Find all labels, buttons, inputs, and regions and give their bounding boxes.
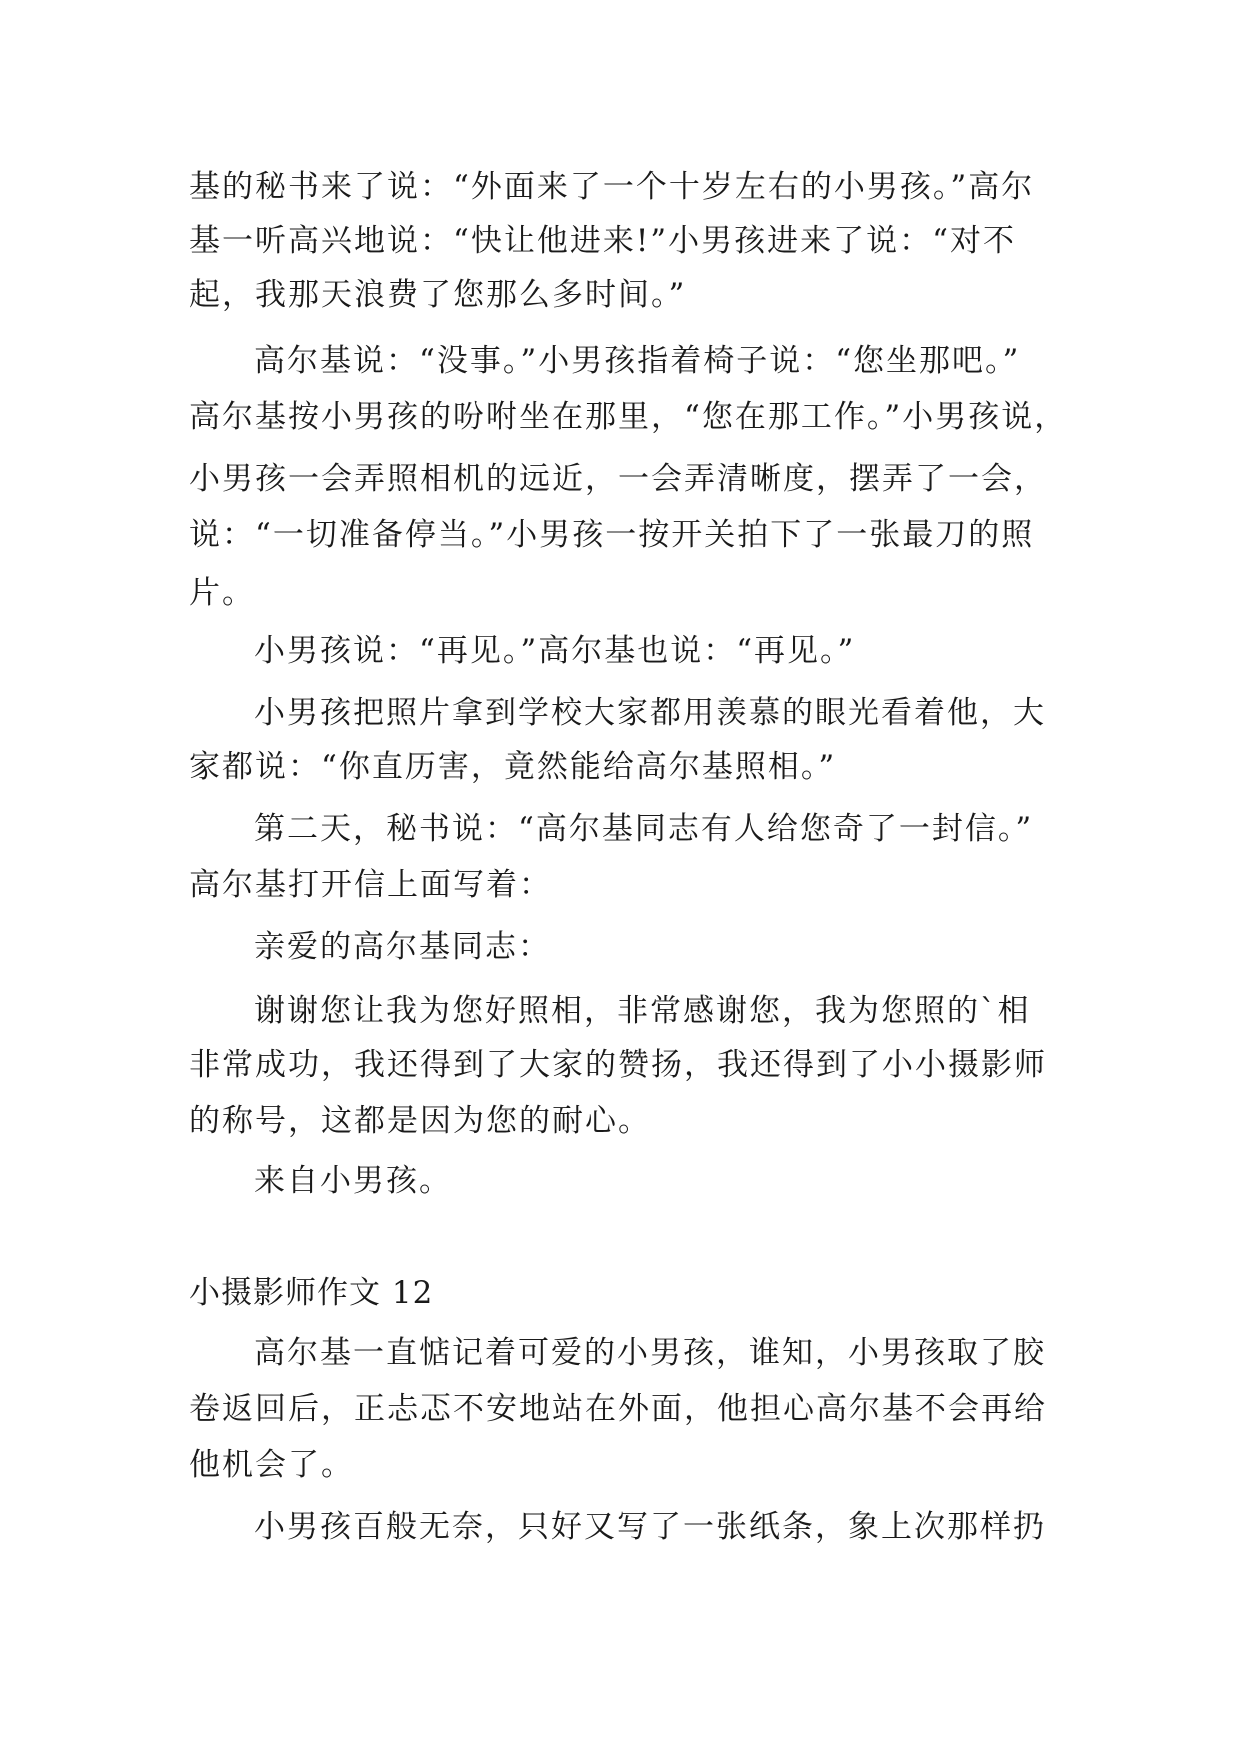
paragraph-line: 说：“一切准备停当。”小男孩一按开关拍下了一张最刀的照 (189, 517, 1035, 553)
paragraph-line: 高尔基说：“没事。”小男孩指着椅子说：“您坐那吧。” (254, 343, 1021, 379)
paragraph-line: 小男孩说：“再见。”高尔基也说：“再见。” (254, 633, 856, 669)
paragraph-line: 小男孩一会弄照相机的远近，一会弄清晰度，摆弄了一会， (189, 461, 1047, 497)
paragraph-line: 小男孩百般无奈，只好又写了一张纸条，象上次那样扔 (254, 1509, 1046, 1545)
paragraph-line: 谢谢您让我为您好照相，非常感谢您，我为您照的`相 (254, 993, 1031, 1029)
paragraph-line: 卷返回后，正忐忑不安地站在外面，他担心高尔基不会再给 (189, 1391, 1047, 1427)
paragraph-line: 非常成功，我还得到了大家的赞扬，我还得到了小小摄影师 (189, 1047, 1047, 1083)
paragraph-line: 高尔基按小男孩的吩咐坐在那里，“您在那工作。”小男孩说， (189, 399, 1068, 435)
paragraph-line: 小男孩把照片拿到学校大家都用羡慕的眼光看着他，大 (254, 695, 1046, 731)
paragraph-line: 基的秘书来了说：“外面来了一个十岁左右的小男孩。”高尔 (189, 169, 1035, 205)
paragraph-line: 来自小男孩。 (254, 1163, 452, 1199)
paragraph-line: 亲爱的高尔基同志： (254, 929, 551, 965)
paragraph-line: 高尔基一直惦记着可爱的小男孩，谁知，小男孩取了胶 (254, 1335, 1046, 1371)
paragraph-line: 片。 (189, 575, 255, 611)
paragraph-line: 家都说：“你直历害，竟然能给高尔基照相。” (189, 749, 837, 785)
paragraph-line: 第二天，秘书说：“高尔基同志有人给您奇了一封信。” (254, 811, 1034, 847)
paragraph-line: 他机会了。 (189, 1447, 354, 1483)
paragraph-line: 起，我那天浪费了您那么多时间。” (189, 277, 687, 313)
paragraph-line: 基一听高兴地说：“快让他进来!”小男孩进来了说：“对不 (189, 223, 1016, 259)
paragraph-line: 高尔基打开信上面写着： (189, 867, 552, 903)
section-heading: 小摄影师作文 12 (189, 1275, 434, 1311)
paragraph-line: 的称号，这都是因为您的耐心。 (189, 1103, 651, 1139)
